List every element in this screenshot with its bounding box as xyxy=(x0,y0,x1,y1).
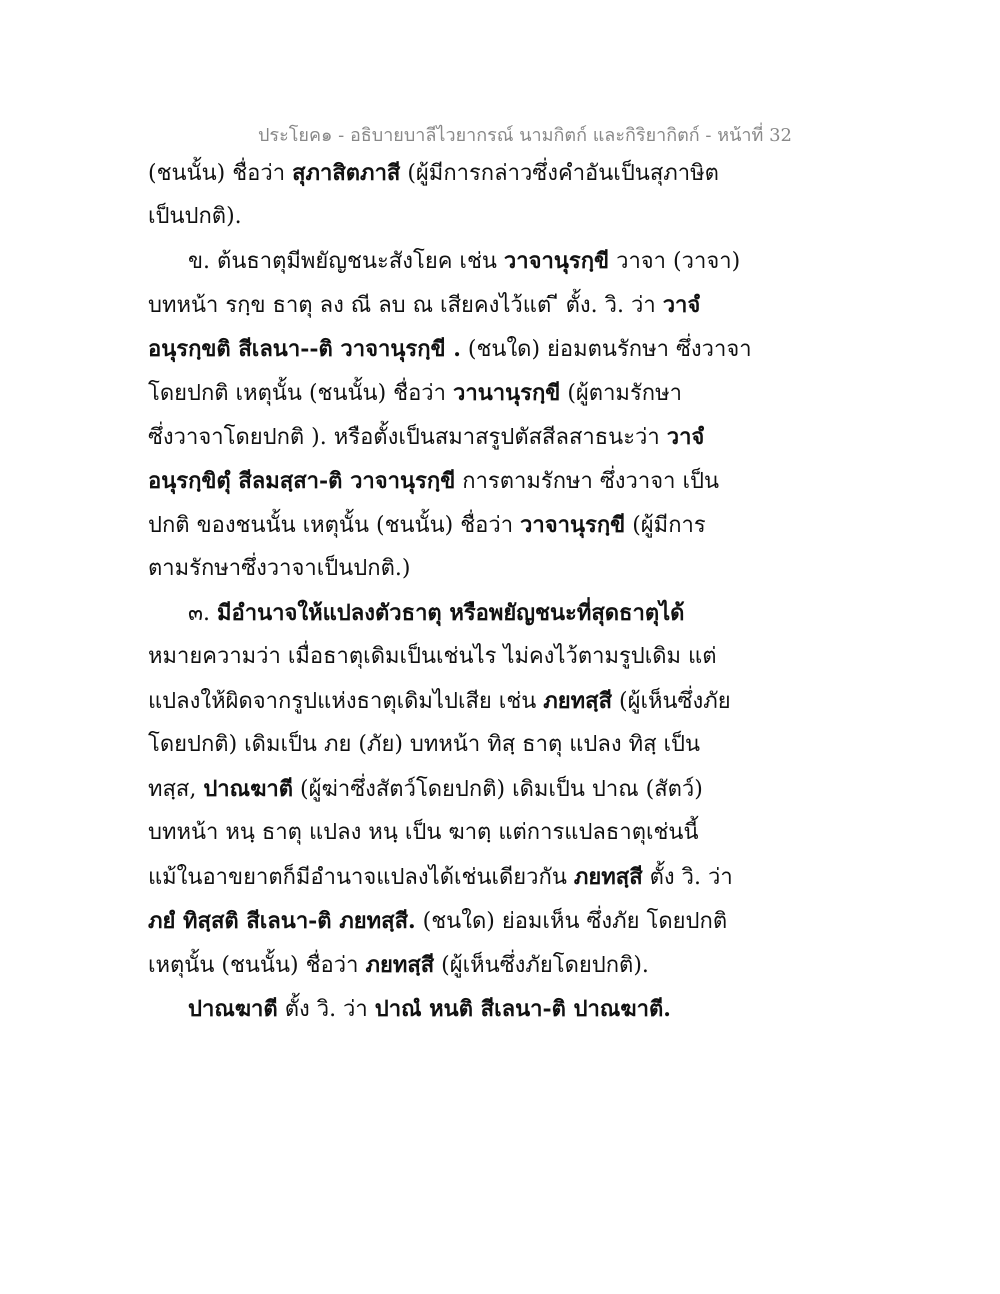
page-header-text: ประโยค๑ - อธิบายบาลีไวยากรณ์ นามกิตก์ และกิริยากิตก์ - หน้าที่ 32 xyxy=(258,125,792,146)
text-line xyxy=(148,202,242,232)
text-span: (ชนนั้น) ชื่อว่า xyxy=(148,161,293,186)
bold-term: ภยทสฺสี xyxy=(543,688,613,714)
text-line xyxy=(148,950,649,981)
text-line xyxy=(148,466,719,497)
text-span: บทหน้า รกฺข ธาตุ ลง ณี ลบ ณ เสียคงไว้แต่ ี ตั้ง. วิ. ว่า xyxy=(148,293,663,318)
text-line xyxy=(148,510,706,541)
bold-term: วาจํ xyxy=(666,424,705,450)
text-span: ทสฺส, xyxy=(148,777,204,802)
bold-term: ภยํ ทิสฺสติ สีเลนา-ติ ภยทสฺสี. xyxy=(148,908,416,934)
text-span: ตั้ง วิ. ว่า xyxy=(642,865,733,890)
text-span: การตามรักษา ซึ่งวาจา เป็น xyxy=(455,469,720,494)
text-span: ข. ต้นธาตุมีพยัญชนะสังโยค เช่น xyxy=(188,249,504,274)
text-line xyxy=(148,158,719,189)
text-span: ปกติ ของชนนั้น เหตุนั้น (ชนนั้น) ชื่อว่า xyxy=(148,513,521,538)
text-span: หมายความว่า เมื่อธาตุเดิมเป็นเช่นไร ไม่คงไว้ตามรูปเดิม แต่ xyxy=(148,644,717,669)
text-span: ตามรักษาซึ่งวาจาเป็นปกติ.) xyxy=(148,556,411,581)
bold-term: วานานุรกฺขี xyxy=(453,380,561,406)
text-span: แปลงให้ผิดจากรูปแห่งธาตุเดิมไปเสีย เช่น xyxy=(148,689,544,714)
bold-term: วาจานุรกฺขี xyxy=(503,248,610,274)
text-line xyxy=(148,554,410,584)
text-line xyxy=(148,686,731,717)
text-span: วาจา (วาจา) xyxy=(609,249,741,274)
text-span: เหตุนั้น (ชนนั้น) ชื่อว่า xyxy=(148,953,366,978)
text-line xyxy=(188,598,684,629)
text-span: (ผู้ฆ่าซึ่งสัตว์โดยปกติ) เดิมเป็น ปาณ (สัตว์) xyxy=(293,777,703,802)
text-span: โดยปกติ เหตุนั้น (ชนนั้น) ชื่อว่า xyxy=(148,381,453,406)
text-span: (ผู้เห็นซึ่งภัย xyxy=(612,689,731,714)
bold-term: มีอำนาจให้แปลงตัวธาตุ หรือพยัญชนะที่สุดธาตุได้ xyxy=(217,600,685,626)
bold-term: ภยทสฺสี xyxy=(365,952,435,978)
bold-term: ปาณฆาตี xyxy=(188,996,278,1022)
text-line xyxy=(148,290,700,321)
text-line xyxy=(148,906,727,937)
text-line xyxy=(148,422,704,453)
text-line xyxy=(148,774,703,805)
text-line xyxy=(188,246,740,277)
text-span: (ชนใด) ย่อมเห็น ซึ่งภัย โดยปกติ xyxy=(415,909,728,934)
text-span: (ชนใด) ย่อมตนรักษา ซึ่งวาจา xyxy=(460,337,752,362)
text-span: (ผู้มีการกล่าวซึ่งคำอันเป็นสุภาษิต xyxy=(400,161,719,186)
bold-term: อนุรกฺขิตุํ สีลมสฺสา-ติ วาจานุรกฺขี xyxy=(148,468,456,494)
text-span: แม้ในอาขยาตก็มีอำนาจแปลงได้เช่นเดียวกัน xyxy=(148,865,574,890)
text-line xyxy=(148,642,717,672)
bold-term: ปาณํ หนติ สีเลนา-ติ ปาณฆาตี. xyxy=(374,996,671,1022)
text-line xyxy=(148,862,733,893)
text-line xyxy=(148,334,752,365)
text-line xyxy=(148,378,682,409)
text-line xyxy=(148,730,700,760)
text-line xyxy=(148,818,699,848)
bold-term: วาจานุรกฺขี xyxy=(520,512,626,538)
text-span: เป็นปกติ). xyxy=(148,204,242,229)
bold-term: ปาณฆาตี xyxy=(203,776,294,802)
bold-term: สุภาสิตภาสี xyxy=(292,160,401,186)
text-line xyxy=(188,994,671,1025)
text-span: ๓. xyxy=(188,601,218,626)
text-span: (ผู้มีการ xyxy=(625,513,706,538)
text-span: ซึ่งวาจาโดยปกติ ). หรือตั้งเป็นสมาสรูปตัสสีลสาธนะว่า xyxy=(148,425,667,450)
bold-term: วาจํ xyxy=(662,292,701,318)
text-span: ตั้ง วิ. ว่า xyxy=(277,997,375,1022)
text-span: โดยปกติ) เดิมเป็น ภย (ภัย) บทหน้า ทิสฺ ธาตุ แปลง ทิสฺ เป็น xyxy=(148,732,701,757)
text-span: (ผู้ตามรักษา xyxy=(560,381,682,406)
text-span: บทหน้า หนฺ ธาตุ แปลง หนฺ เป็น ฆาตฺ แต่การแปลธาตุเช่นนี้ xyxy=(148,820,699,845)
bold-term: ภยทสฺสี xyxy=(573,864,643,890)
text-span: (ผู้เห็นซึ่งภัยโดยปกติ). xyxy=(434,953,649,978)
bold-term: อนุรกฺขติ สีเลนา--ติ วาจานุรกฺขี . xyxy=(148,336,461,362)
